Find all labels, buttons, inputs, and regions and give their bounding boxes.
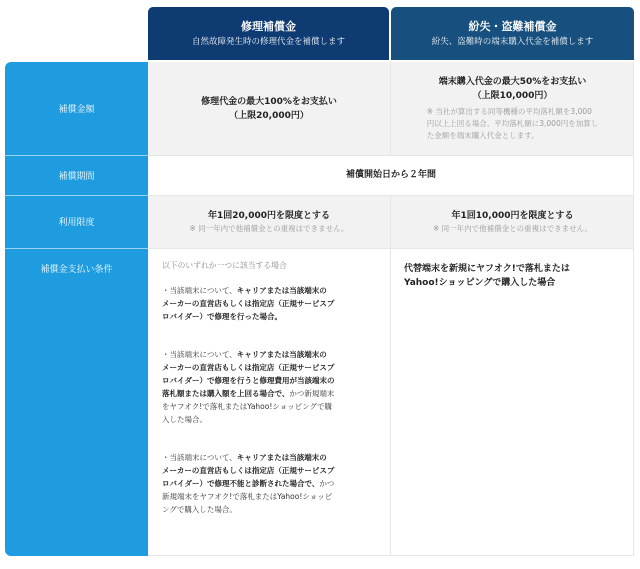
conditions-item-2 bbox=[162, 348, 384, 426]
text-bold: ロバイダー）で修理不能と診断された場合で、 bbox=[162, 479, 320, 488]
text: ・当該端末について、 bbox=[162, 453, 237, 462]
amount-repair-line1: 修理代金の最大100%をお支払い bbox=[201, 96, 337, 107]
text: かつ新規端末 bbox=[289, 389, 335, 398]
header-repair-compensation bbox=[148, 7, 389, 60]
text: をヤフオク!で落札またはYahoo!ショッピングで購 bbox=[162, 402, 333, 411]
amount-repair-cell bbox=[148, 62, 390, 155]
text-bold: メーカーの直営店もしくは指定店（正規サービスプ bbox=[162, 466, 335, 475]
header-repair-subtitle: 自然故障発生時の修理代金を補償します bbox=[191, 36, 345, 47]
text-bold: キャリアまたは当該端末の bbox=[236, 453, 327, 462]
row-label-amount: 補償金額 bbox=[58, 105, 95, 115]
limit-loss-main: 年1回10,000円を限度とする bbox=[451, 210, 574, 221]
conditions-intro: 以下のいずれか一つに該当する場合 bbox=[162, 261, 287, 270]
column-divider bbox=[390, 195, 391, 555]
period-cell bbox=[148, 155, 634, 195]
limit-loss-note: ※ 同一年内で他補償金との重複はできません。 bbox=[432, 223, 593, 233]
amount-loss-line1: 端末購入代金の最大50%をお支払い bbox=[438, 77, 587, 87]
text: ングで購入した場合。 bbox=[162, 505, 237, 514]
conditions-loss-line2: Yahoo!ショッピングで購入した場合 bbox=[404, 278, 556, 288]
text-bold: キャリアまたは当該端末の bbox=[236, 350, 327, 359]
header-loss-title: 紛失・盗難補償金 bbox=[468, 19, 557, 33]
amount-repair-line2: （上限20,000円） bbox=[229, 110, 309, 121]
text: かつ bbox=[319, 479, 335, 488]
text-bold: ロバイダー）で修理を行うと修理費用が当該端末の bbox=[162, 376, 335, 385]
conditions-loss-cell bbox=[404, 262, 626, 290]
conditions-loss-line1: 代替端末を新規にヤフオク!で落札または bbox=[404, 264, 570, 274]
text: ・当該端末について、 bbox=[162, 286, 237, 295]
divider bbox=[5, 248, 148, 249]
amount-loss-note-line3: た金額を端末購入代金とします。 bbox=[426, 131, 539, 140]
row-label-conditions: 補償金支払い条件 bbox=[40, 264, 113, 275]
limit-repair-main: 年1回20,000円を限度とする bbox=[208, 210, 330, 221]
row-label-limit: 利用限度 bbox=[58, 218, 95, 228]
limit-repair-cell bbox=[148, 195, 390, 248]
text: 入した場合。 bbox=[162, 415, 207, 424]
header-loss-subtitle: 紛失、盗難時の端末購入代金を補償します bbox=[431, 36, 594, 47]
period-text: 補償開始日から２年間 bbox=[345, 170, 436, 180]
header-repair-title: 修理補償金 bbox=[241, 19, 296, 33]
text-bold: 落札額または購入額を上回る場合で、 bbox=[162, 389, 290, 398]
conditions-item-3 bbox=[162, 451, 384, 516]
text: ・当該端末について、 bbox=[162, 350, 237, 359]
text: 新規端末をヤフオク!で落札またはYahoo!ショッピ bbox=[162, 492, 333, 501]
limit-loss-cell bbox=[391, 195, 634, 248]
text-bold: キャリアまたは当該端末の bbox=[236, 286, 327, 295]
amount-loss-line2: （上限10,000円） bbox=[472, 91, 553, 101]
amount-loss-note-line1: ※ 当社が算出する同等機種の平均落札額を3,000 bbox=[426, 107, 592, 116]
amount-loss-note-line2: 円以上上回る場合、平均落札額に3,000円を加算し bbox=[426, 119, 599, 128]
text-bold: メーカーの直営店もしくは指定店（正規サービスプ bbox=[162, 363, 335, 372]
limit-repair-note: ※ 同一年内で他補償金との重複はできません。 bbox=[189, 223, 349, 233]
row-label-period: 補償期間 bbox=[58, 171, 95, 182]
conditions-item-1 bbox=[162, 284, 384, 323]
amount-loss-cell bbox=[391, 62, 634, 155]
conditions-repair-cell bbox=[162, 259, 384, 533]
header-loss-theft-compensation bbox=[391, 7, 634, 60]
divider bbox=[148, 248, 634, 249]
text-bold: ロバイダー）で修理を行った場合。 bbox=[162, 312, 282, 321]
table-bottom-border bbox=[148, 555, 634, 556]
text-bold: メーカーの直営店もしくは指定店（正規サービスプ bbox=[162, 299, 335, 308]
